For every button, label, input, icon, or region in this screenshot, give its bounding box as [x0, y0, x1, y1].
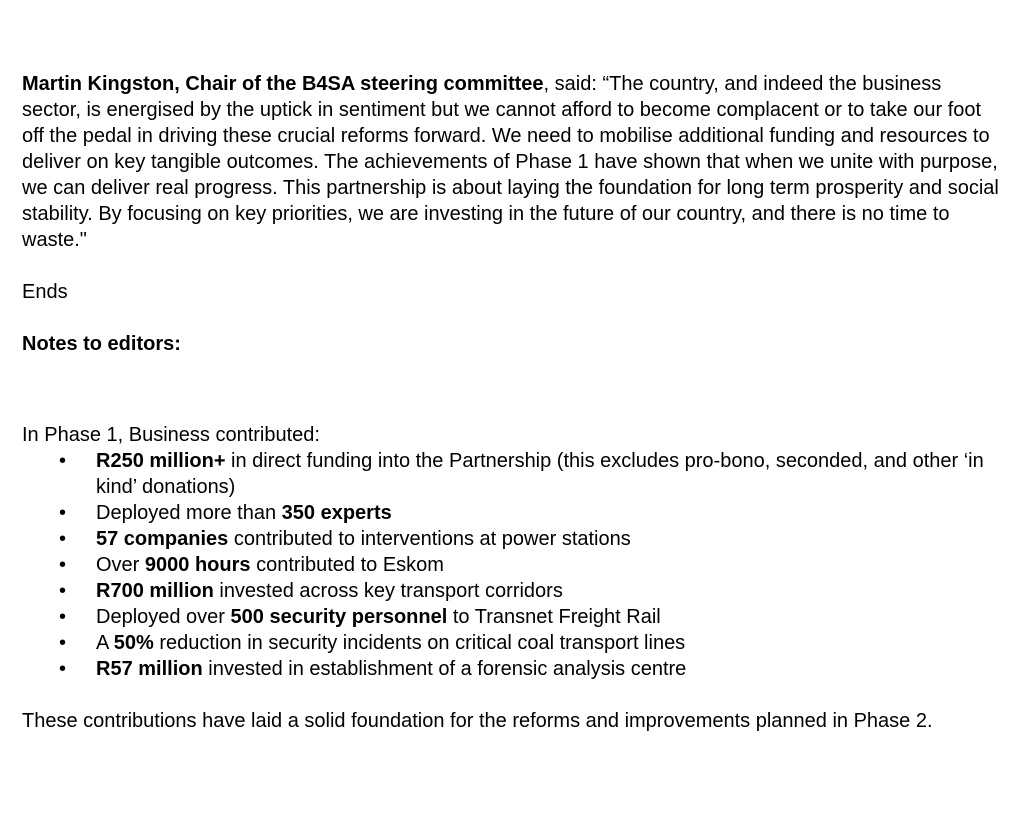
- item-text: Deployed over: [96, 606, 231, 628]
- quote-text: , said: “The country, and indeed the business sector, is energised by the uptick in sentiment but we cannot afford to become complacent or to take our foot off the pedal in driving these crucial reforms forward. We need to mobilise additional funding and resources to deliver on key tangible outcomes. The achievements of Phase 1 have shown that when we unite with purpose, we can deliver real progress. This partnership is about laying the foundation for long term prosperity and social stability. By focusing on key priorities, we are investing in the future of our country, and there is no time to waste.": [22, 73, 999, 251]
- bullet-icon: •: [59, 450, 67, 472]
- item-highlight: R250 million+: [96, 450, 226, 472]
- item-text: contributed to Eskom: [250, 554, 444, 576]
- list-item: [22, 526, 1002, 552]
- item-highlight: 500 security personnel: [230, 606, 448, 628]
- item-text: to Transnet Freight Rail: [447, 606, 661, 628]
- bullet-icon: •: [59, 554, 67, 576]
- list-item: [22, 604, 1002, 630]
- list-item: [22, 578, 1002, 604]
- list-item: [22, 448, 1002, 500]
- bullet-icon: •: [59, 606, 67, 628]
- contributions-list: [22, 448, 1002, 682]
- quote-speaker: Martin Kingston, Chair of the B4SA steering committee: [22, 73, 544, 95]
- list-item: [22, 656, 1002, 682]
- item-text: invested in establishment of a forensic analysis centre: [202, 658, 687, 680]
- item-highlight: R57 million: [96, 658, 203, 680]
- quote-paragraph: [22, 71, 1002, 253]
- bullet-icon: •: [59, 580, 67, 602]
- bullet-icon: •: [59, 528, 67, 550]
- item-text: invested across key transport corridors: [213, 580, 563, 602]
- notes-heading: Notes to editors:: [22, 333, 181, 355]
- item-highlight: 350 experts: [281, 502, 392, 524]
- press-release-body: [22, 71, 1002, 734]
- list-item: [22, 552, 1002, 578]
- item-text: contributed to interventions at power stations: [228, 528, 631, 550]
- phase1-intro: In Phase 1, Business contributed:: [22, 424, 320, 446]
- bullet-icon: •: [59, 502, 67, 524]
- item-text: Over: [96, 554, 145, 576]
- item-text: Deployed more than: [96, 502, 282, 524]
- ends-marker: Ends: [22, 281, 68, 303]
- list-item: [22, 630, 1002, 656]
- item-highlight: 50%: [113, 632, 154, 654]
- item-highlight: 57 companies: [96, 528, 229, 550]
- bullet-icon: •: [59, 632, 67, 654]
- bullet-icon: •: [59, 658, 67, 680]
- item-text: reduction in security incidents on critical coal transport lines: [153, 632, 686, 654]
- list-item: [22, 500, 1002, 526]
- item-highlight: 9000 hours: [144, 554, 251, 576]
- item-highlight: R700 million: [96, 580, 214, 602]
- item-text: A: [96, 632, 114, 654]
- closing-paragraph: These contributions have laid a solid foundation for the reforms and improvements planned in Phase 2.: [22, 710, 933, 732]
- item-text: in direct funding into the Partnership (this excludes pro-bono, seconded, and other ‘in kind’ donations): [96, 450, 984, 498]
